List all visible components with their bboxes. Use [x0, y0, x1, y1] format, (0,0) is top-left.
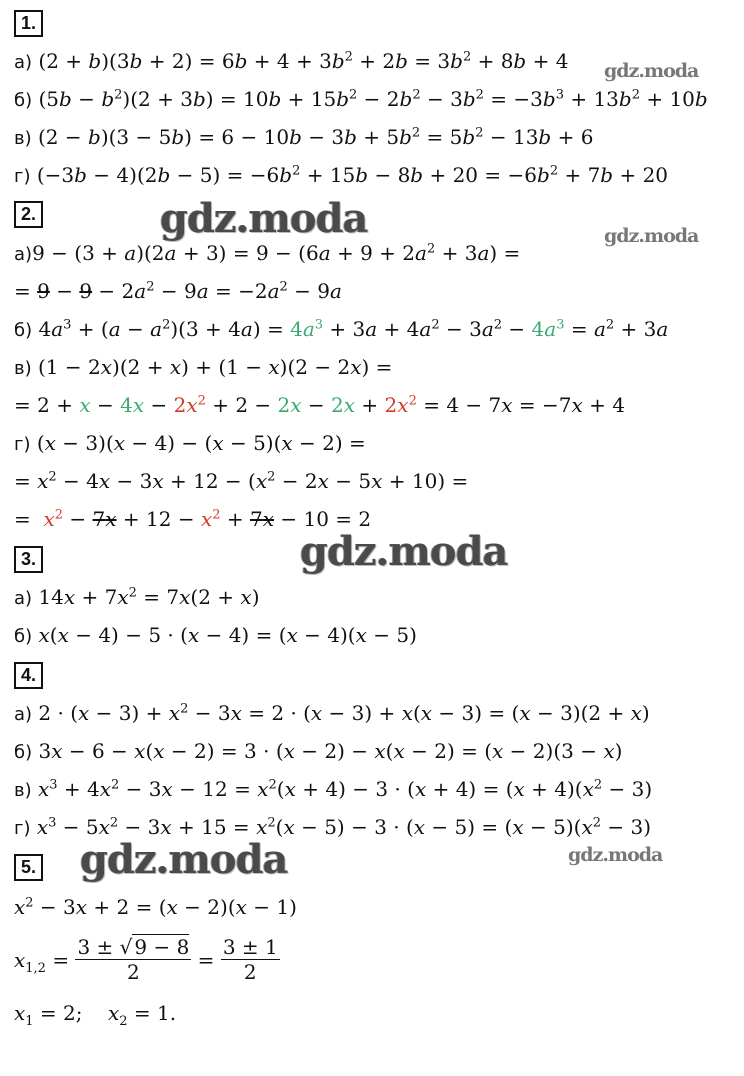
- section-number-3: 3.: [14, 546, 43, 573]
- equation-4g: г) $x^3 - 5x^2 - 3x + 15 = x^2(x - 5) - 3 \cdot (x - 5) = (x - 5)(x^2 - 3)$: [14, 815, 652, 839]
- equation-2g-line2: = $x^2 - 4x - 3x + 12 - (x^2 - 2x - 5x + 10)$ =: [14, 469, 469, 493]
- equation-1b: б) $(5b - b^2)(2 + 3b) = 10b + 15b^2 - 2b^2 - 3b^2 = -3b^3 + 13b^2 + 10b$: [14, 87, 708, 111]
- watermark: gdz.moda: [604, 60, 699, 82]
- equation-2a-line2: = $9 - 9 - 2a^2 - 9a = -2a^2 - 9a$: [14, 279, 342, 303]
- equation-4b: б) 3x − 6 − x(x − 2) = 3 · (x − 2) − x(x − 2) = (x − 2)(3 − x): [14, 739, 623, 763]
- section-number-5: 5.: [14, 854, 43, 881]
- equation-2v-line1: в) (1 − 2x)(2 + x) + (1 − x)(2 − 2x) =: [14, 355, 393, 379]
- equation-4v: в) $x^3 + 4x^2 - 3x - 12 = x^2(x + 4) - 3 \cdot (x + 4) = (x + 4)(x^2 - 3)$: [14, 777, 653, 801]
- section-number-2: 2.: [14, 201, 43, 228]
- watermark: gdz.moda: [568, 844, 663, 866]
- watermark: gdz.moda: [604, 225, 699, 247]
- equation-2g-line1: г) (x − 3)(x − 4) − (x − 5)(x − 2) =: [14, 431, 366, 455]
- equation-2a-line1: $а)9 - (3 + a)(2a + 3) = 9 - (6a + 9 + 2a^2 + 3a)$ =: [14, 241, 521, 265]
- section-number-1: 1.: [14, 10, 43, 37]
- watermark: gdz.moda: [300, 528, 508, 575]
- equation-5-line1: $x^2 - 3x + 2 = (x - 2)(x - 1)$: [14, 895, 297, 919]
- section-number-4: 4.: [14, 662, 43, 689]
- equation-2v-line2: = $2 + x - 4x - 2x^2 + 2 - 2x - 2x + 2x^2 = 4 - 7x = -7x + 4$: [14, 393, 625, 417]
- equation-3a: а) $14x + 7x^2 = 7x(2 + x)$: [14, 585, 260, 609]
- watermark: gdz.moda: [80, 836, 288, 883]
- equation-1a: а) $(2 + b)(3b + 2) = 6b + 4 + 3b^2 + 2b = 3b^2 + 8b + 4$: [14, 49, 569, 73]
- equation-1g: г) $(-3b - 4)(2b - 5) = -6b^2 + 15b - 8b + 20 = -6b^2 + 7b + 20$: [14, 163, 669, 187]
- equation-2g-line3: = $x^2 - 7x + 12 - x^2 + 7x - 10 = 2$: [14, 507, 372, 531]
- equation-5-roots-formula: $x_{1,2}$ = $\frac{3 \pm √ 9 - 8}{2}$ = $\frac{3 \pm 1}{2}$: [14, 935, 278, 984]
- watermark: gdz.moda: [160, 195, 368, 242]
- equation-4a: а) $2 \cdot (x - 3) + x^2 - 3x = 2 \cdot (x - 3) + x(x - 3) = (x - 3)(2 + x)$: [14, 701, 650, 725]
- equation-3b: б) x(x − 4) − 5 · (x − 4) = (x − 4)(x − 5): [14, 623, 417, 647]
- equation-2b: б) $4a^3 + (a - a^2)(3 + 4a) = 4a^3 + 3a + 4a^2 - 3a^2 - 4a^3 = a^2 + 3a$: [14, 317, 669, 341]
- equation-5-roots: $x_1 = 2$; $x_2 = 1$.: [14, 1001, 177, 1029]
- equation-1v: в) $(2 - b)(3 - 5b) = 6 - 10b - 3b + 5b^2 = 5b^2 - 13b + 6$: [14, 125, 594, 149]
